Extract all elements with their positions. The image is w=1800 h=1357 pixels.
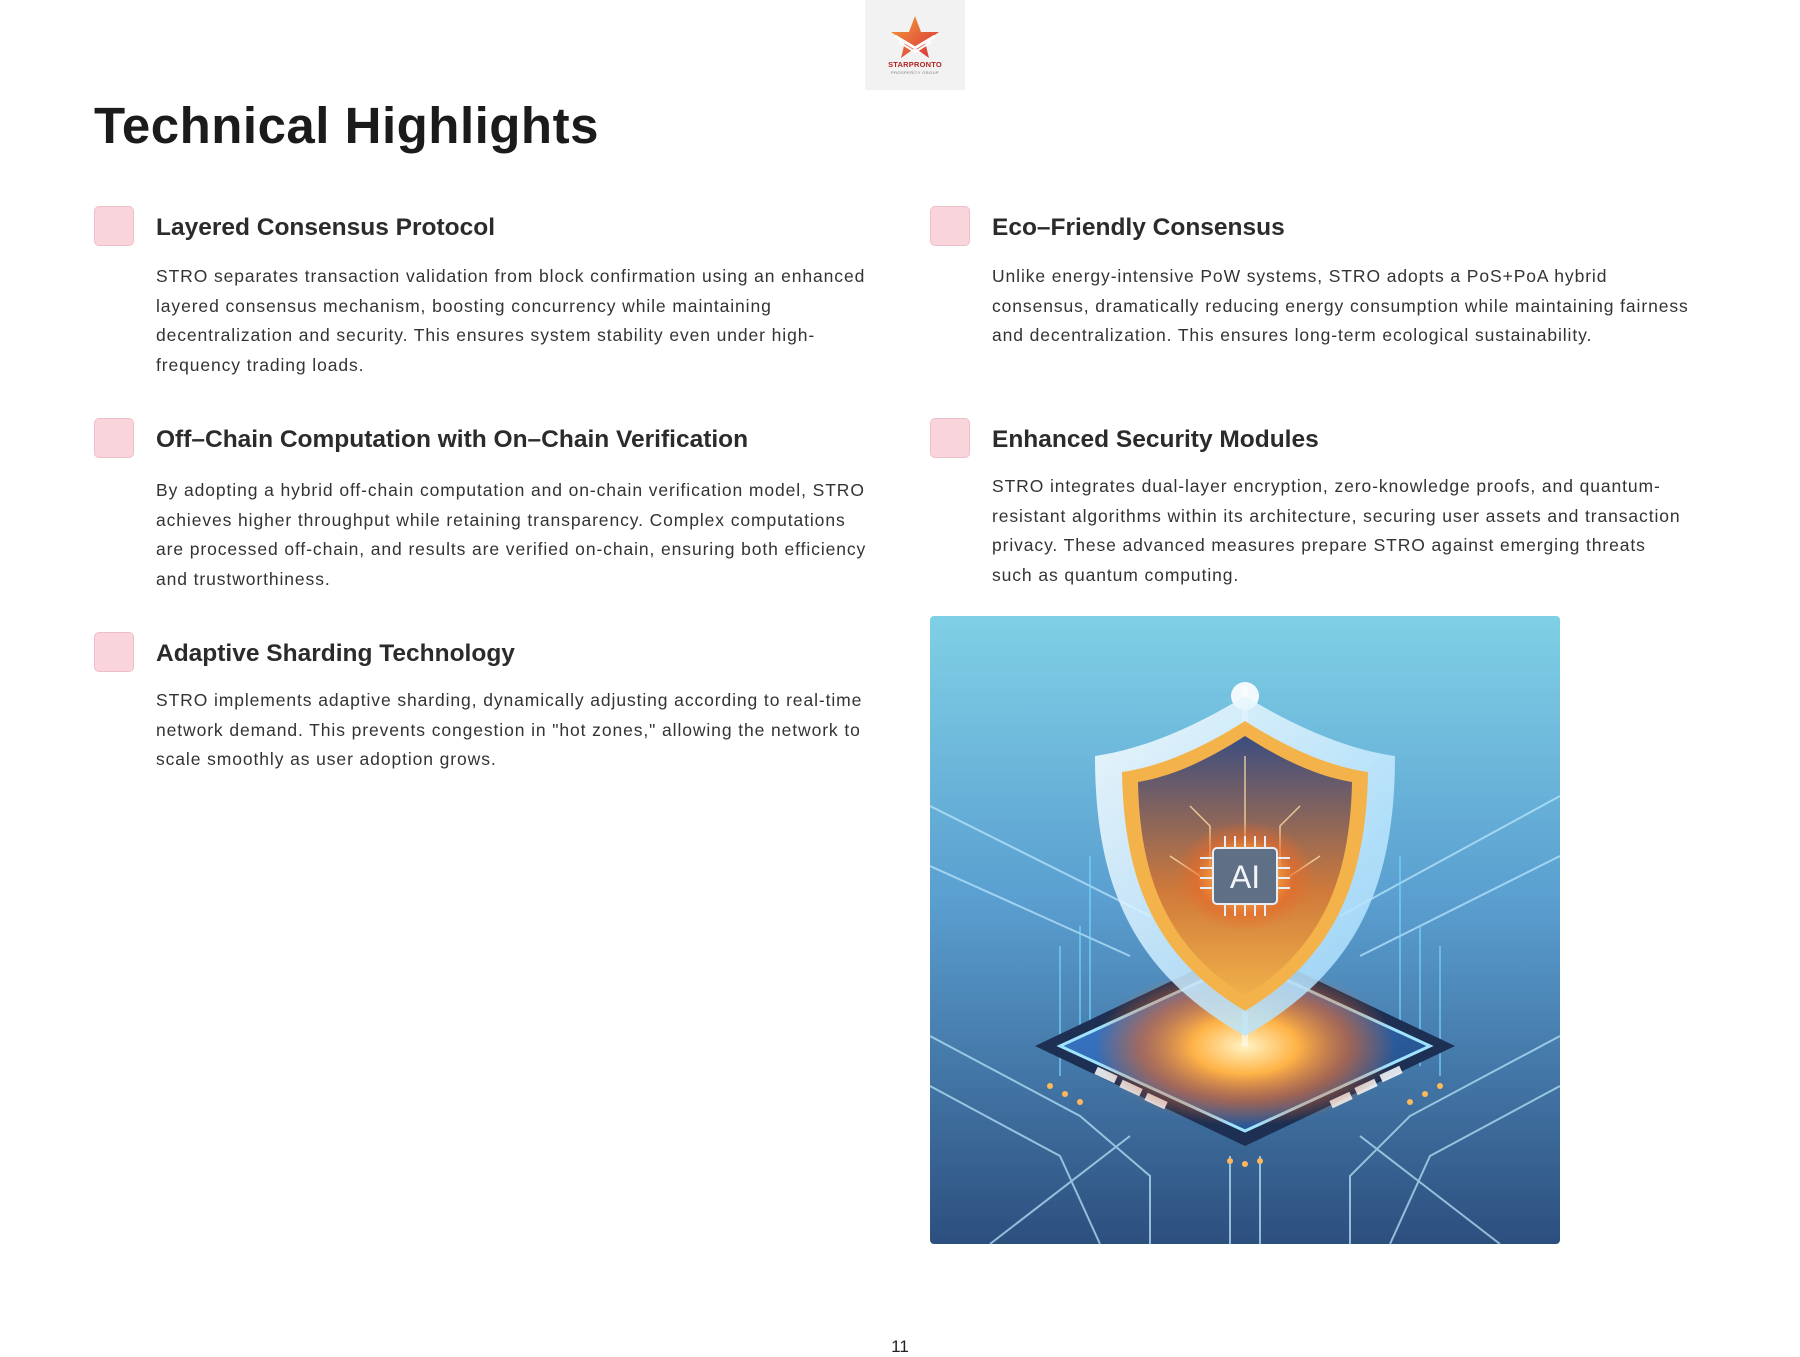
ai-shield-chip-icon	[930, 616, 1560, 1244]
page-title: Technical Highlights	[94, 97, 599, 154]
section-body: By adopting a hybrid off-chain computation and on-chain verification model, STRO achieves higher throughput while retaining transparency. Complex computations are processed off-chain, and results are verified on-chain, ensuring both efficiency and trustworthiness.	[156, 480, 867, 589]
section-marker	[930, 206, 970, 246]
chip-label: AI	[1229, 859, 1261, 895]
section-title: Off–Chain Computation with On–Chain Verification	[156, 426, 749, 453]
section-title: Layered Consensus Protocol	[156, 214, 496, 241]
section-title: Eco–Friendly Consensus	[992, 214, 1285, 241]
star-logo-icon	[885, 14, 945, 60]
section-body: Unlike energy-intensive PoW systems, STRO adopts a PoS+PoA hybrid consensus, dramatically reducing energy consumption while maintaining fairness and decentralization. This ensures long-term ecological sustainability.	[992, 266, 1689, 345]
logo-name: STARPRONTO	[888, 60, 942, 69]
security-shield-illustration	[930, 616, 1560, 1244]
section-body: STRO implements adaptive sharding, dynamically adjusting according to real-time network demand. This prevents congestion in "hot zones," allowing the network to scale smoothly as user adoption grows.	[156, 690, 863, 769]
section-marker	[930, 418, 970, 458]
section-marker	[94, 418, 134, 458]
section-marker	[94, 206, 134, 246]
section-title: Adaptive Sharding Technology	[156, 640, 515, 667]
company-logo	[865, 0, 965, 90]
page-number: 11	[891, 1337, 909, 1356]
section-marker	[94, 632, 134, 672]
section-title: Enhanced Security Modules	[992, 426, 1319, 453]
section-body: STRO integrates dual-layer encryption, zero-knowledge proofs, and quantum-resistant algorithms within its architecture, securing user assets and transaction privacy. These advanced measures prepare STRO against emerging threats such as quantum computing.	[992, 476, 1681, 585]
logo-tagline: PROSPERITY GROUP	[891, 70, 939, 75]
section-body: STRO separates transaction validation from block confirmation using an enhanced layered consensus mechanism, boosting concurrency while maintaining decentralization and security. This ensures system stability even under high-frequency trading loads.	[156, 266, 866, 375]
